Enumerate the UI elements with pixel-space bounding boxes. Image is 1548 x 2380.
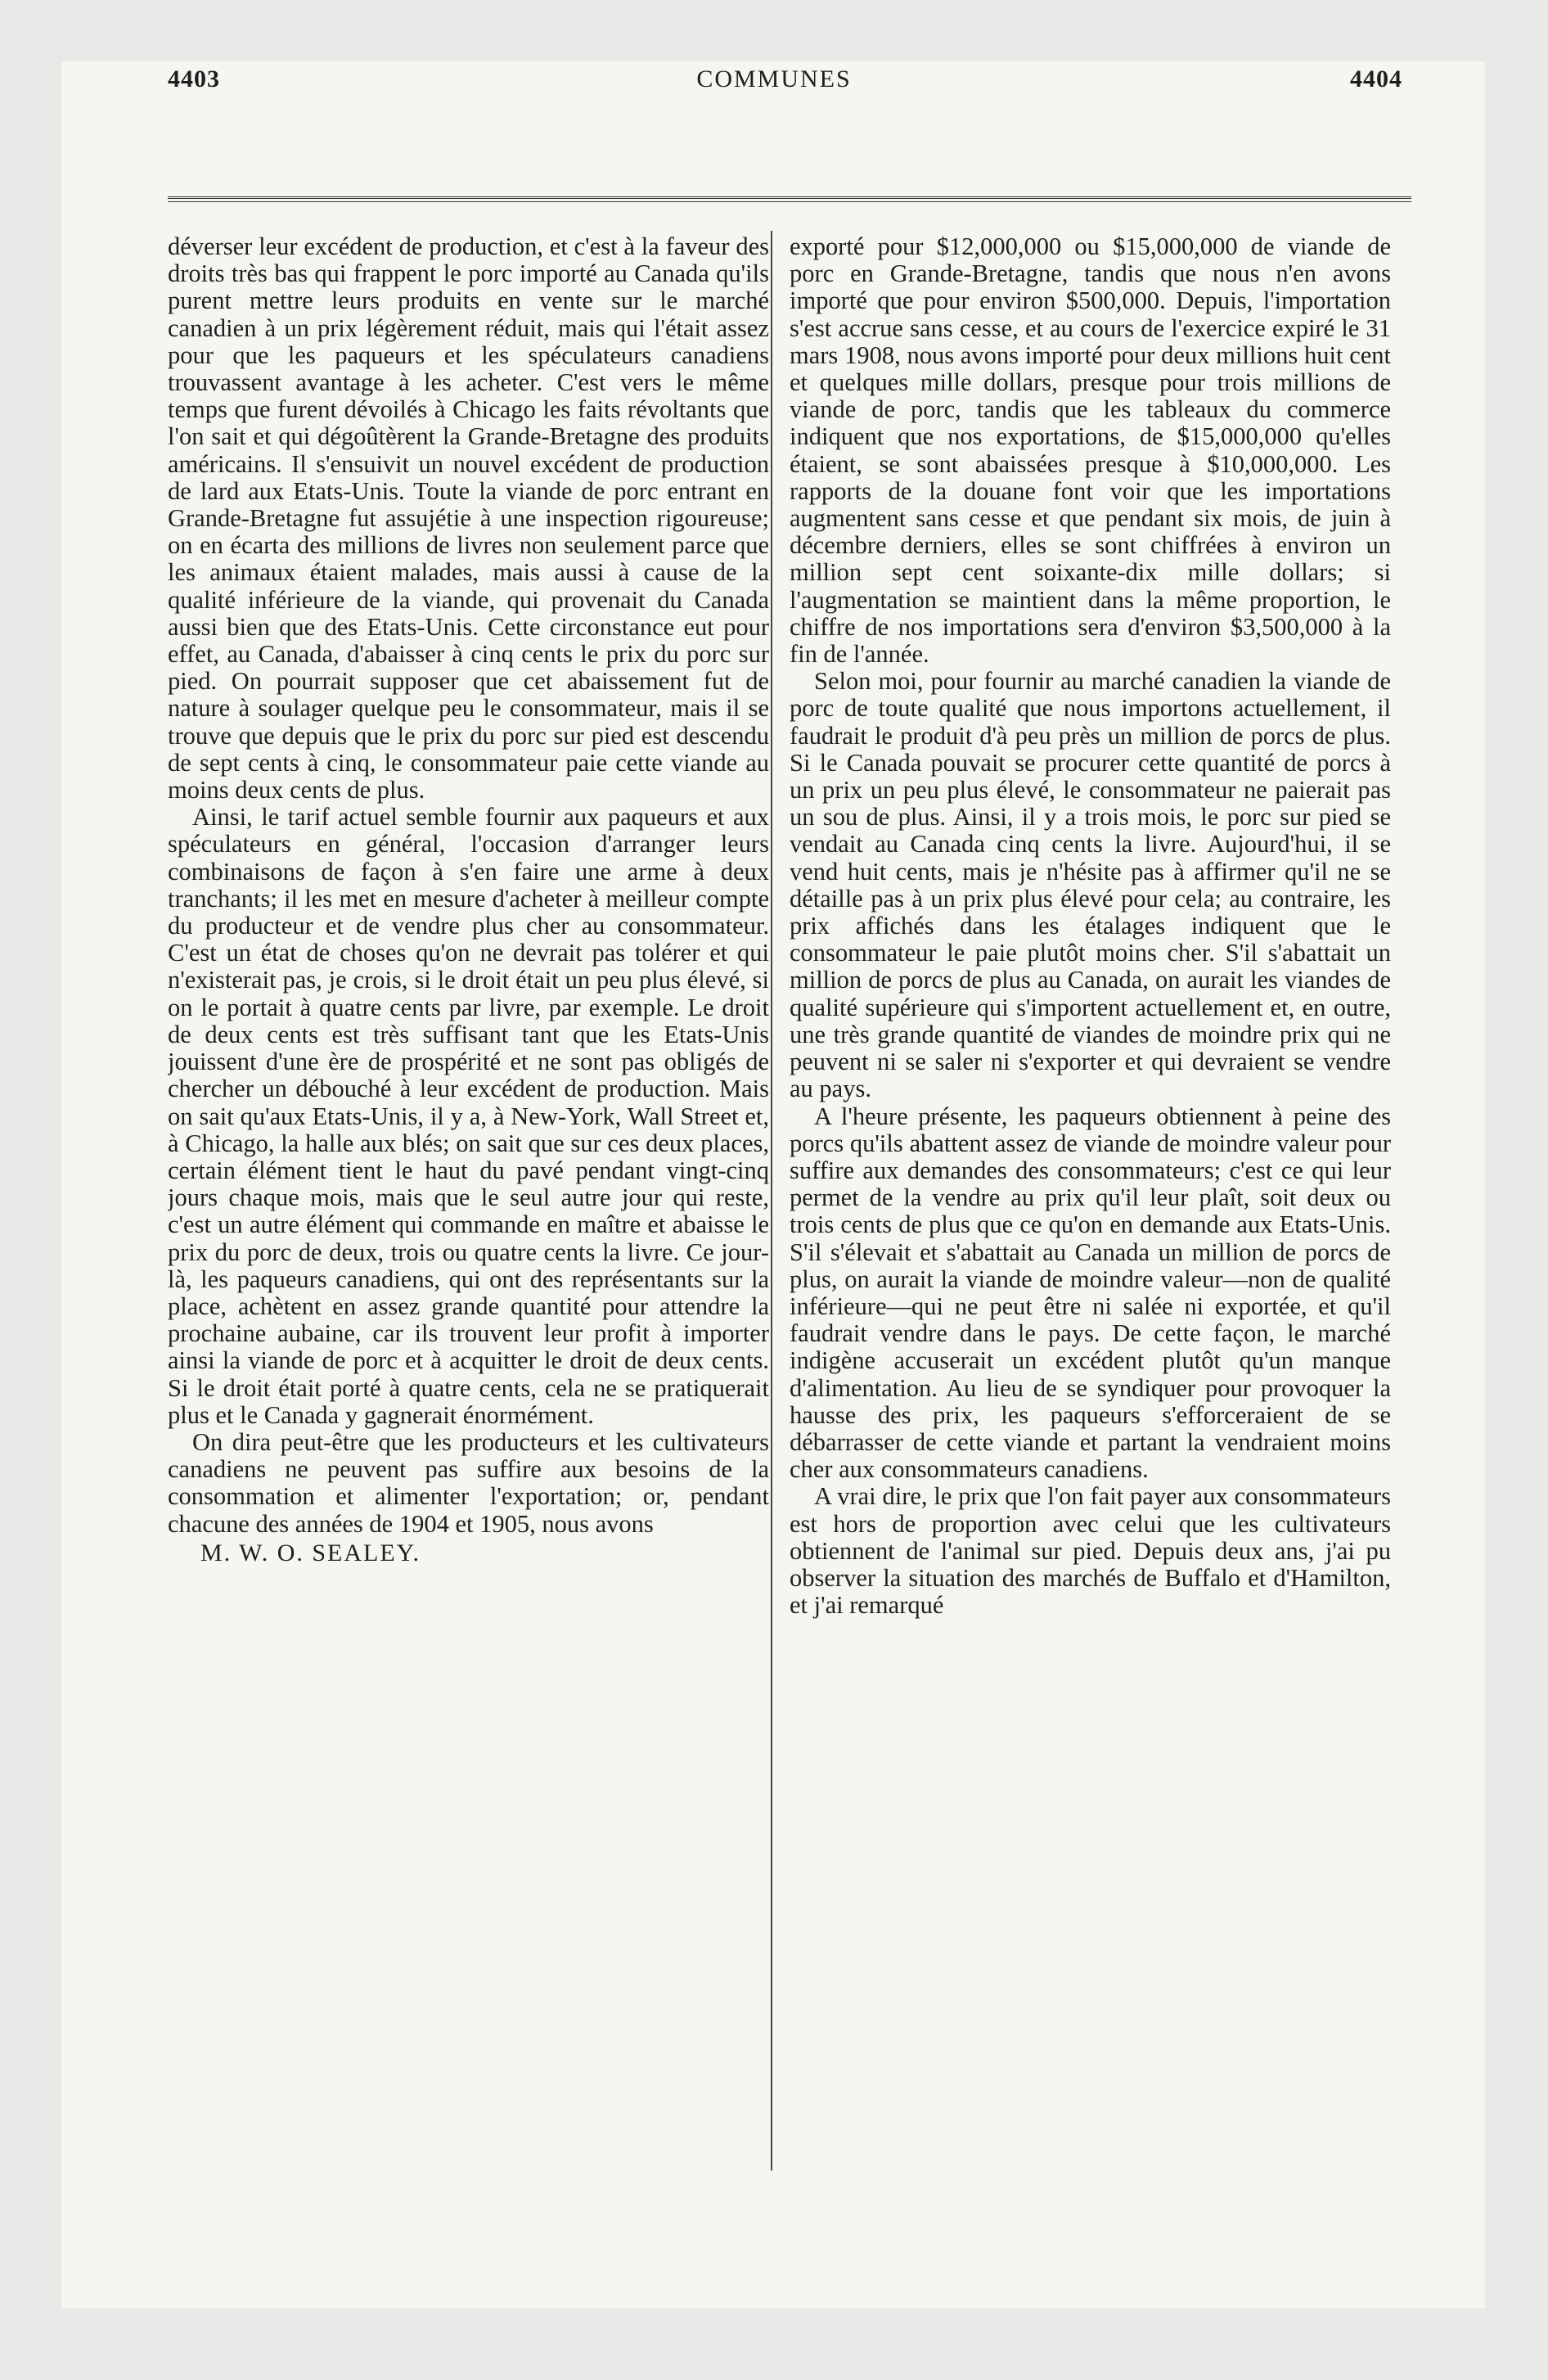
left-paragraph-3: On dira peut-être que les producteurs et les cultivateurs canadiens ne peuvent pas suffire aux besoins de la consommation et alimenter l'exportation; or, pendant chacune des années de 1904 et 1905, nous avons [168, 1427, 769, 1538]
running-title: COMMUNES [696, 65, 852, 92]
right-paragraph-4: A vrai dire, le prix que l'on fait payer aux consommateurs est hors de proportion avec celui que les cultivateurs obtiennent de l'animal sur pied. Depuis deux ans, j'ai pu observer la situation des marchés de Buffalo et d'Hamilton, et j'ai remarqué [790, 1482, 1391, 1620]
page-number-right: 4404 [1350, 65, 1402, 92]
speaker-signature: M. W. O. SEALEY. [200, 1539, 421, 1566]
right-paragraph-3: A l'heure présente, les paqueurs obtiennent à peine des porcs qu'ils abattent assez de viande de moindre valeur pour suffire aux demandes des consommateurs; c'est ce qui leur permet de la vendre au prix qu'il leur plaît, soit deux ou trois cents de plus que ce qu'on en demande aux Etats-Unis. S'il s'élevait et s'abattait au Canada un million de porcs de plus, on aurait la viande de moindre valeur—non de qualité inférieure—qui ne peut être ni salée ni exportée, et qu'il faudrait vendre dans le pays. De cette façon, le marché indigène accuserait un excédent plutôt qu'un manque d'alimentation. Au lieu de se syndiquer pour provoquer la hausse des prix, les paqueurs s'efforceraient de se débarrasser de cette viande et partant la vendraient moins cher aux consommateurs canadiens. [790, 1102, 1391, 1484]
header-rule [168, 196, 1411, 202]
left-column [168, 233, 769, 2247]
right-paragraph-2: Selon moi, pour fournir au marché canadien la viande de porc de toute qualité que nous importons actuellement, il faudrait le produit d'à peu près un million de porcs de plus. Si le Canada pouvait se procurer cette quantité de porcs à un prix un peu plus élevé, le consommateur ne paierait pas un sou de plus. Ainsi, il y a trois mois, le porc sur pied se vendait au Canada cinq cents la livre. Aujourd'hui, il se vend huit cents, mais je n'hésite pas à affirmer qu'il ne se détaille pas à un prix plus élevé pour cela; au contraire, les prix affichés dans les étalages indiquent que le consommateur le paie plutôt moins cher. S'il s'abattait un million de porcs de plus au Canada, on aurait les viandes de qualité supérieure qui s'importent actuellement et, en outre, une très grande quantité de viandes de moindre prix qui ne peuvent ni se saler ni s'exporter et qui devraient se vendre au pays. [790, 667, 1391, 1103]
page-number-left: 4403 [168, 65, 220, 92]
right-paragraph-1: exporté pour $12,000,000 ou $15,000,000 de viande de porc en Grande-Bretagne, tandis que nous n'en avons importé que pour environ $500,000. Depuis, l'importation s'est accrue sans cesse, et au cours de l'exercice expiré le 31 mars 1908, nous avons importé pour deux millions huit cent et quelques mille dollars, presque pour trois millions de viande de porc, tandis que les tableaux du commerce indiquent que nos exportations, de $15,000,000 qu'elles étaient, se sont abaissées presque à $10,000,000. Les rapports de la douane font voir que les importations augmentent sans cesse et que pendant six mois, de juin à décembre derniers, elles se sont chiffrées à environ un million sept cent soixante-dix mille dollars; si l'augmentation se maintient dans la même proportion, le chiffre de nos importations sera d'environ $3,500,000 à la fin de l'année. [790, 233, 1391, 669]
column-divider [771, 231, 772, 2170]
right-column [790, 233, 1391, 2247]
left-paragraph-1: déverser leur excédent de production, et c'est à la faveur des droits très bas qui frappent le porc importé au Canada qu'ils purent mettre leurs produits en vente sur le marché canadien à un prix légèrement réduit, mais qui l'était assez pour que les paqueurs et les spéculateurs canadiens trouvassent avantage à les acheter. C'est vers le même temps que furent dévoilés à Chicago les faits révoltants que l'on sait et qui dégoûtèrent la Grande-Bretagne des produits américains. Il s'ensuivit un nouvel excédent de production de lard aux Etats-Unis. Toute la viande de porc entrant en Grande-Bretagne fut assujétie à une inspection rigoureuse; on en écarta des millions de livres non seulement parce que les animaux étaient malades, mais aussi à cause de la qualité inférieure de la viande, qui provenait du Canada aussi bien que des Etats-Unis. Cette circonstance eut pour effet, au Canada, d'abaisser à cinq cents le prix du porc sur pied. On pourrait supposer que cet abaissement fut de nature à soulager quelque peu le consommateur, mais il se trouve que depuis que le prix du porc sur pied est descendu de sept cents à cinq, le consommateur paie cette viande au moins deux cents de plus. [168, 233, 769, 805]
left-paragraph-2: Ainsi, le tarif actuel semble fournir aux paqueurs et aux spéculateurs en général, l'occasion d'arranger leurs combinaisons de façon à s'en faire une arme à deux tranchants; il les met en mesure d'acheter à meilleur compte du producteur et de vendre plus cher au consommateur. C'est un état de choses qu'on ne devrait pas tolérer et qui n'existerait pas, je crois, si le droit était un peu plus élevé, si on le portait à quatre cents par livre, par exemple. Le droit de deux cents est très suffisant tant que les Etats-Unis jouissent d'une ère de prospérité et ne sont pas obligés de chercher un débouché à leur excédent de production. Mais on sait qu'aux Etats-Unis, il y a, à New-York, Wall Street et, à Chicago, la halle aux blés; on sait que sur ces deux places, certain élément tient le haut du pavé pendant vingt-cinq jours chaque mois, mais que le seul autre jour qui reste, c'est un autre élément qui commande en maître et abaisse le prix du porc de deux, trois ou quatre cents la livre. Ce jour-là, les paqueurs canadiens, qui ont des représentants sur la place, achètent en assez grande quantité pour attendre la prochaine aubaine, car ils trouvent leur profit à importer ainsi la viande de porc et à acquitter le droit de deux cents. Si le droit était porté à quatre cents, cela ne se pratiquerait plus et le Canada y gagnerait énormément. [168, 803, 769, 1429]
